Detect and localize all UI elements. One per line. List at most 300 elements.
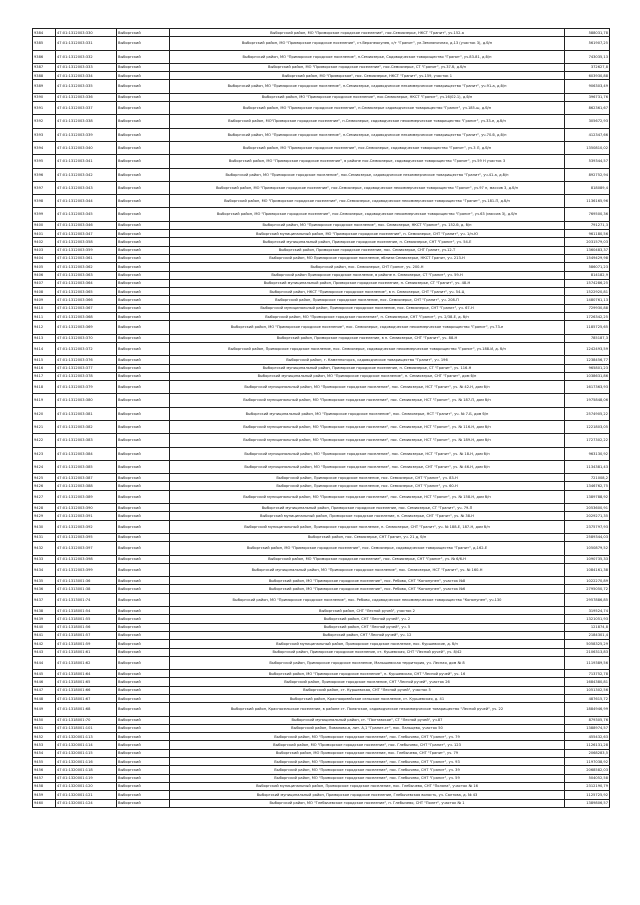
- district-cell: Выборгский: [117, 128, 170, 141]
- district-cell: Выборгский: [117, 168, 170, 181]
- district-cell: Выборгский: [117, 102, 170, 115]
- value-cell: 818089,4: [565, 181, 610, 194]
- address-cell: Выборгский район, МО Приморское городское поселение, вблизи Семиозерье, НКСТ Гранит, уч. 213-Н: [170, 254, 565, 262]
- value-cell: 879305,76: [565, 716, 610, 724]
- cadastral-number-cell: 47:01:1318001:54: [56, 607, 117, 615]
- value-cell: 729930,88: [565, 304, 610, 312]
- address-cell: Выборгский район, МО "Приморское городское поселение", пос.Семиозерье, садоводческое некоммерческое товарищество "Гранит", уч.41-а, д.б/н: [170, 168, 565, 181]
- cadastral-number-cell: 47:01:1320001:119: [56, 774, 117, 782]
- address-cell: Выборгский район, МО "Приморское городское поселение", пос.Семиозерье, СТ "Гранит", уч.37-б, д.б/н: [170, 63, 565, 71]
- value-cell: 1388974,57: [565, 724, 610, 732]
- address-cell: Выборгский муниципальный район, МО "Приморское городское поселение", пос. Семиозерье, НСТ "Гранит", уч. № 158-Н, дом б/н: [170, 490, 565, 503]
- table-row: [33, 63, 610, 71]
- value-cell: 1050879,52: [565, 542, 610, 555]
- cadastral-number-cell: 47:01:1320001:124: [56, 799, 117, 807]
- table-row: [33, 724, 610, 732]
- row-number-cell: 9428: [33, 504, 56, 512]
- address-cell: Выборгский район, МО "Приморское городское поселение", п. Куршевская, СНТ "Лесной ручей", уч. 16: [170, 670, 565, 678]
- row-number-cell: 9437: [33, 593, 56, 606]
- row-number-cell: 9453: [33, 741, 56, 749]
- address-cell: Выборгский район, г. Каменногорск, садоводческое товарищество "Гранит", уч. 196: [170, 356, 565, 364]
- table-row: [33, 288, 610, 296]
- cadastral-number-cell: 47:01:1318001:67: [56, 695, 117, 703]
- address-cell: Выборгский район, ст. Куршевская, СНТ "Лесной ручей", участок 5: [170, 686, 565, 694]
- cadastral-number-cell: 47:01:1312003:388: [56, 482, 117, 490]
- row-number-cell: 9386: [33, 50, 56, 63]
- district-cell: Выборгский: [117, 263, 170, 271]
- row-number-cell: 9387: [33, 63, 56, 71]
- district-cell: Выборгский: [117, 381, 170, 394]
- address-cell: Выборгский район, Приморское городское поселение, пос. Семиозерье, СНТ Гранит, уч.12-Т: [170, 246, 565, 254]
- row-number-cell: 9449: [33, 703, 56, 716]
- table-row: [33, 93, 610, 101]
- cadastral-number-cell: 47:01:1312003:336: [56, 93, 117, 101]
- table-row: [33, 577, 610, 585]
- table-row: [33, 271, 610, 279]
- address-cell: Выборгский район, МО "Приморское городское поселение", пос. Семиозерье, НКСТ "Гранит", уч. 152-б, д. б/н: [170, 221, 565, 229]
- cadastral-number-cell: 47:01:1312003:363: [56, 271, 117, 279]
- value-cell: 1185725,65: [565, 321, 610, 334]
- address-cell: Выборгский район, МО "Приморское городское поселение", пос. Глебычево, СНТ "Гранит", уч. 93: [170, 758, 565, 766]
- cadastral-number-cell: 47:01:1320001:113: [56, 733, 117, 741]
- table-row: [33, 364, 610, 372]
- value-cell: 2031579,03: [565, 238, 610, 246]
- table-row: [33, 774, 610, 782]
- address-cell: Выборгский район, НКСТ "Приморское городское поселение", в п. Семиозерье, СНТ "Гранит", уч. 54-Ц: [170, 288, 565, 296]
- cadastral-number-cell: 47:01:1312003:341: [56, 155, 117, 168]
- row-number-cell: 9460: [33, 799, 56, 807]
- district-cell: Выборгский: [117, 356, 170, 364]
- address-cell: Выборгский муниципальный район, Приморское городское поселение, п. Семиозерье, СНТ "Гранит", уч. № 188-Е, 187-Н, дом б/н: [170, 520, 565, 533]
- address-cell: Выборгский район, Повалово-в, лит. А,1 "Гранит-ст", пос. Пальцево, участок 50: [170, 724, 565, 732]
- address-cell: Выборгский район, МО "Приморское городское поселение", пос. Ребово, садоводческое некоммерческое товарищество "Кононунен", уч.130: [170, 593, 565, 606]
- row-number-cell: 9419: [33, 394, 56, 407]
- row-number-cell: 9436: [33, 585, 56, 593]
- cadastral-number-cell: 47:01:1312003:398: [56, 555, 117, 563]
- district-cell: Выборгский: [117, 63, 170, 71]
- district-cell: Выборгский: [117, 155, 170, 168]
- district-cell: Выборгский: [117, 791, 170, 799]
- row-number-cell: 9439: [33, 615, 56, 623]
- cadastral-number-cell: 47:01:1312003:397: [56, 542, 117, 555]
- value-cell: 2957886,85: [565, 593, 610, 606]
- cadastral-number-cell: 47:01:1312003:362: [56, 263, 117, 271]
- district-cell: Выборгский: [117, 695, 170, 703]
- address-cell: Выборгский район, МО "Приморское", пос. Семиозерье, НКСТ "Гранит", уч.159, участок 1: [170, 72, 565, 80]
- district-cell: Выборгский: [117, 774, 170, 782]
- cadastral-number-cell: 47:01:1312003:364: [56, 279, 117, 287]
- address-cell: Выборгский район, МО "Приморское городское поселение", пос. Глебычево, СНТ "Гранит", уч. 123: [170, 741, 565, 749]
- row-number-cell: 9396: [33, 168, 56, 181]
- district-cell: Выборгский: [117, 29, 170, 37]
- table-row: [33, 372, 610, 380]
- cadastral-number-cell: 47:01:1312003:347: [56, 230, 117, 238]
- cadastral-number-cell: 47:01:1312003:345: [56, 208, 117, 221]
- table-row: [33, 50, 610, 63]
- district-cell: Выборгский: [117, 504, 170, 512]
- address-cell: Выборгский район, Приморское городское поселение, пос. Семиозерье, СНТ "Гранит", уч. 60-Н: [170, 482, 565, 490]
- cadastral-number-cell: 47:01:1318001:65: [56, 678, 117, 686]
- address-cell: Выборгский муниципальный район, МО "Приморское городское поселение", пос. Семиозерье, НСТ "Гранит", уч. № 116-Н, дом б/н: [170, 420, 565, 433]
- address-cell: Выборгский муниципальный район, Приморское городское поселение, пос. Семиозерье, СТ "Гранит", уч. 79-П: [170, 504, 565, 512]
- table-row: [33, 512, 610, 520]
- district-cell: Выборгский: [117, 364, 170, 372]
- row-number-cell: 9401: [33, 230, 56, 238]
- row-number-cell: 9402: [33, 238, 56, 246]
- row-number-cell: 9413: [33, 334, 56, 342]
- district-cell: Выборгский: [117, 542, 170, 555]
- district-cell: Выборгский: [117, 577, 170, 585]
- row-number-cell: 9444: [33, 656, 56, 669]
- table-row: [33, 656, 610, 669]
- cadastral-number-cell: 47:01:1312003:381: [56, 407, 117, 420]
- value-cell: 586071,23: [565, 263, 610, 271]
- address-cell: Выборгский муниципальный район, Приморское городское поселение, пос. Куршевские, д. б/н: [170, 640, 565, 648]
- value-cell: 1574286,25: [565, 279, 610, 287]
- value-cell: 455432,63: [565, 733, 610, 741]
- district-cell: Выборгский: [117, 460, 170, 473]
- district-cell: Выборгский: [117, 733, 170, 741]
- district-cell: Выборгский: [117, 208, 170, 221]
- value-cell: 319524,74: [565, 607, 610, 615]
- row-number-cell: 9430: [33, 520, 56, 533]
- row-number-cell: 9458: [33, 782, 56, 790]
- row-number-cell: 9408: [33, 288, 56, 296]
- cadastral-number-cell: 47:01:1312003:377: [56, 364, 117, 372]
- row-number-cell: 9394: [33, 141, 56, 154]
- table-row: [33, 741, 610, 749]
- row-number-cell: 9420: [33, 407, 56, 420]
- table-row: [33, 686, 610, 694]
- cadastral-number-cell: 47:01:1312003:342: [56, 168, 117, 181]
- row-number-cell: 9410: [33, 304, 56, 312]
- cadastral-number-cell: 47:01:1312003:383: [56, 434, 117, 447]
- value-cell: 1975848,06: [565, 394, 610, 407]
- district-cell: Выборгский: [117, 181, 170, 194]
- cadastral-number-cell: 47:01:1312003:376: [56, 356, 117, 364]
- value-cell: 791271,3: [565, 221, 610, 229]
- cadastral-number-cell: 47:01:1320001:115: [56, 749, 117, 757]
- value-cell: 1022270,89: [565, 577, 610, 585]
- address-cell: Выборгский район Приморское городское поселение, в районе п. Семиозерье, СТ "Гранит", уч. 59-Н: [170, 271, 565, 279]
- table-row: [33, 542, 610, 555]
- cadastral-number-cell: 47:01:1320001:121: [56, 791, 117, 799]
- value-cell: 539344,57: [565, 155, 610, 168]
- address-cell: Выборгский район, Приморское городское поселение, пос. Семиозерье, садоводческое некоммерческое товарищество "Гранит", уч.188-И, д. б/н: [170, 342, 565, 355]
- table-row: [33, 181, 610, 194]
- cadastral-number-cell: 47:01:1318001:101: [56, 724, 117, 732]
- row-number-cell: 9392: [33, 115, 56, 128]
- cadastral-number-cell: 47:01:1312003:340: [56, 141, 117, 154]
- cadastral-number-cell: 47:01:1312003:337: [56, 102, 117, 115]
- value-cell: 561907,25: [565, 37, 610, 50]
- cadastral-number-cell: 47:01:1312003:344: [56, 195, 117, 208]
- address-cell: Выборгский район, МО "Приморское городское поселение", пос.Семиозерье, садоводческое некоммерческое товарищество "Гранит", уч.97 п, массив 3, д.б/н: [170, 181, 565, 194]
- table-row: [33, 321, 610, 334]
- row-number-cell: 9404: [33, 254, 56, 262]
- district-cell: Выборгский: [117, 321, 170, 334]
- value-cell: 1346762,75: [565, 482, 610, 490]
- cadastral-number-cell: 47:01:1318001:70: [56, 716, 117, 724]
- district-cell: Выборгский: [117, 407, 170, 420]
- cadastral-number-cell: 47:01:1312003:365: [56, 288, 117, 296]
- district-cell: Выборгский: [117, 304, 170, 312]
- table-row: [33, 460, 610, 473]
- table-row: [33, 279, 610, 287]
- district-cell: Выборгский: [117, 607, 170, 615]
- table-row: [33, 115, 610, 128]
- cadastral-number-cell: 47:01:1312003:389: [56, 490, 117, 503]
- cadastral-number-cell: 47:01:1320001:120: [56, 782, 117, 790]
- cadastral-number-cell: 47:01:1318001:62: [56, 656, 117, 669]
- district-cell: Выборгский: [117, 482, 170, 490]
- table-row: [33, 434, 610, 447]
- address-cell: Выборгский муниципальный район, МО "Приморское городское поселение", пос. Семиозерье, НСТ "Гранит", уч. № 42-Н, дом б/н: [170, 381, 565, 394]
- address-cell: Выборгский район, МО "Приморское городское поселение", п.Семиозерье, Садоводческое товарищество "Гранит", уч.83-81, д.б/н: [170, 50, 565, 63]
- cadastral-number-cell: 47:01:1318001:56: [56, 623, 117, 631]
- row-number-cell: 9414: [33, 342, 56, 355]
- value-cell: 121874,8: [565, 623, 610, 631]
- row-number-cell: 9421: [33, 420, 56, 433]
- table-row: [33, 246, 610, 254]
- cadastral-number-cell: 47:01:1312003:358: [56, 238, 117, 246]
- table-row: [33, 304, 610, 312]
- cadastral-number-cell: 47:01:1312003:332: [56, 50, 117, 63]
- address-cell: Выборгский район, Приморское городское поселение, пос. Семиозерье, СНТ "Гранит", уч. 83-Н: [170, 474, 565, 482]
- address-cell: Выборгский район, МО "Приморское городское поселение", пос. Ребово, СНТ "Кононунен", участок №8: [170, 577, 565, 585]
- district-cell: Выборгский: [117, 782, 170, 790]
- row-number-cell: 9407: [33, 279, 56, 287]
- table-row: [33, 334, 610, 342]
- address-cell: Выборгский район, МО "Приморское городское поселение", п.Семиозерье садоводческое товарищество "Гранит", уч.185-ш, д.б/н: [170, 102, 565, 115]
- table-row: [33, 420, 610, 433]
- value-cell: 2184301,4: [565, 631, 610, 639]
- address-cell: Выборгский район, МО "Приморское городское поселение", п. Семиозерье, СНТ "Гранит", уч. 2/38-Е, д. б/н: [170, 313, 565, 321]
- cadastral-number-cell: 47:01:1312003:390: [56, 504, 117, 512]
- table-row: [33, 72, 610, 80]
- table-row: [33, 128, 610, 141]
- row-number-cell: 9385: [33, 37, 56, 50]
- address-cell: Выборгский район, СНТ "Лесной ручей", уч. 12: [170, 631, 565, 639]
- district-cell: Выборгский: [117, 420, 170, 433]
- district-cell: Выборгский: [117, 686, 170, 694]
- address-cell: Выборгский район, МО "Приморское городское поселение", пос. Семиозерье, садоводческое товарищество "Гранит", д.162-Е: [170, 542, 565, 555]
- cadastral-number-cell: 47:01:1312003:366: [56, 296, 117, 304]
- value-cell: 2795050,72: [565, 585, 610, 593]
- cadastral-number-cell: 47:01:1312003:331: [56, 37, 117, 50]
- row-number-cell: 9450: [33, 716, 56, 724]
- value-cell: 2053600,91: [565, 504, 610, 512]
- table-row: [33, 447, 610, 460]
- cadastral-number-cell: 47:01:1312003:370: [56, 334, 117, 342]
- value-cell: 2312190,79: [565, 782, 610, 790]
- row-number-cell: 9433: [33, 555, 56, 563]
- district-cell: Выборгский: [117, 37, 170, 50]
- row-number-cell: 9424: [33, 460, 56, 473]
- value-cell: 1125725,92: [565, 791, 610, 799]
- value-cell: 1684380,81: [565, 678, 610, 686]
- row-number-cell: 9417: [33, 372, 56, 380]
- cadastral-number-cell: 47:01:1320001:114: [56, 741, 117, 749]
- row-number-cell: 9443: [33, 648, 56, 656]
- value-cell: 5058325,29: [565, 640, 610, 648]
- table-row: [33, 356, 610, 364]
- district-cell: Выборгский: [117, 447, 170, 460]
- address-cell: Выборгский район, МО"Приморское городское поселение", п.Семиозерье, садоводческое некоммерческое товарищество "Гранит", уч.33-е, д.б/н: [170, 115, 565, 128]
- address-cell: Выборгский район, Приморское городское поселение, ст. Кушевская, СНТ "Лесной ручей", уч. 8/42: [170, 648, 565, 656]
- cadastral-number-cell: 47:01:1312003:382: [56, 420, 117, 433]
- table-row: [33, 102, 610, 115]
- address-cell: Выборгский район, МО "Приморское городское поселение", пос.Семиозерье, НКСТ "Гранит", уч.152-а: [170, 29, 565, 37]
- table-row: [33, 631, 610, 639]
- value-cell: 1038631,86: [565, 372, 610, 380]
- table-row: [33, 585, 610, 593]
- district-cell: Выборгский: [117, 313, 170, 321]
- cadastral-number-cell: 47:01:1313001:38: [56, 585, 117, 593]
- cadastral-number-cell: 47:01:1312003:359: [56, 246, 117, 254]
- table-row: [33, 394, 610, 407]
- row-number-cell: 9429: [33, 512, 56, 520]
- cadastral-number-cell: 47:01:1312003:369: [56, 321, 117, 334]
- cadastral-number-cell: 47:01:1312003:368: [56, 313, 117, 321]
- address-cell: Выборгский район, МО "Приморское городское поселение", ст.Верхнеокунев, с/т "Гранит", ул.Земляничная, д.13 (участок 3), д.б/н: [170, 37, 565, 50]
- row-number-cell: 9388: [33, 72, 56, 80]
- table-row: [33, 593, 610, 606]
- district-cell: Выборгский: [117, 490, 170, 503]
- district-cell: Выборгский: [117, 195, 170, 208]
- table-row: [33, 791, 610, 799]
- value-cell: 1197038,92: [565, 758, 610, 766]
- row-number-cell: 9425: [33, 474, 56, 482]
- cadastral-number-cell: 47:01:1312003:339: [56, 128, 117, 141]
- table-row: [33, 648, 610, 656]
- district-cell: Выборгский: [117, 766, 170, 774]
- value-cell: 814182,9: [565, 271, 610, 279]
- address-cell: Выборгский район, МО "Приморское городское поселение", п.Семиозерье, садоводческое некоммерческое товарищество "Гранит", уч.70-б, д.б/н: [170, 128, 565, 141]
- address-cell: Выборгский район, МО "Приморское городское поселение", пос. Ребово, СНТ "Кононунен", участок №6: [170, 585, 565, 593]
- address-cell: Выборгский район, МО "Приморское городское поселение", пос. Глебычево, СНТ "Гранит", уч. 79: [170, 733, 565, 741]
- cadastral-number-cell: 47:01:1312003:335: [56, 80, 117, 93]
- row-number-cell: 9448: [33, 695, 56, 703]
- district-cell: Выборгский: [117, 93, 170, 101]
- district-cell: Выборгский: [117, 221, 170, 229]
- district-cell: Выборгский: [117, 749, 170, 757]
- cadastral-number-cell: 47:01:1312003:378: [56, 372, 117, 380]
- value-cell: 1727302,22: [565, 434, 610, 447]
- address-cell: Выборгский муниципальный район, МО "Приморское городское поселение", пос. Семиозерье, НСТ "Гранит", уч. № 18-Н, дом б/н: [170, 447, 565, 460]
- address-cell: Выборгский муниципальный район, Приморское городское поселение, п. Семиозерье, СНТ "Гранит", уч. № 38-Н: [170, 512, 565, 520]
- table-row: [33, 782, 610, 790]
- district-cell: Выборгский: [117, 394, 170, 407]
- row-number-cell: 9411: [33, 313, 56, 321]
- district-cell: Выборгский: [117, 593, 170, 606]
- district-cell: Выборгский: [117, 656, 170, 669]
- address-cell: Выборгский район, МО "Приморское городское поселение", пос. Глебычево, СНТ "Гранит", уч. 59: [170, 774, 565, 782]
- value-cell: 2029271,35: [565, 512, 610, 520]
- value-cell: 1884946,99: [565, 703, 610, 716]
- district-cell: Выборгский: [117, 585, 170, 593]
- row-number-cell: 9447: [33, 686, 56, 694]
- value-cell: 1221803,05: [565, 420, 610, 433]
- value-cell: 1389788,92: [565, 490, 610, 503]
- district-cell: Выборгский: [117, 434, 170, 447]
- table-row: [33, 230, 610, 238]
- row-number-cell: 9454: [33, 749, 56, 757]
- value-cell: 1238456,77: [565, 356, 610, 364]
- row-number-cell: 9435: [33, 577, 56, 585]
- address-cell: Выборгский муниципальный район, МО "Приморское городское поселение", пос. Семиозерье, НСТ "Гранит", уч. № 7-Б, дом б/н: [170, 407, 565, 420]
- address-cell: Выборгский муниципальный район, МО "Приморское городское поселение", пос. Семиозерье, НСТ "Гранит", уч. № 160-Н: [170, 563, 565, 576]
- row-number-cell: 9422: [33, 434, 56, 447]
- address-cell: Выборгский район, СНТ "Лесной ручей", уч. 2: [170, 615, 565, 623]
- cadastral-number-cell: 47:01:1312003:385: [56, 460, 117, 473]
- table-row: [33, 254, 610, 262]
- table-row: [33, 670, 610, 678]
- cadastral-number-cell: 47:01:1312003:380: [56, 394, 117, 407]
- district-cell: Выборгский: [117, 279, 170, 287]
- address-cell: Выборгский район, СНТ "Лесной ручей", уч. 5: [170, 623, 565, 631]
- table-row: [33, 221, 610, 229]
- cadastral-number-cell: 47:01:1312003:334: [56, 72, 117, 80]
- district-cell: Выборгский: [117, 623, 170, 631]
- value-cell: 305672,93: [565, 115, 610, 128]
- district-cell: Выборгский: [117, 342, 170, 355]
- value-cell: 2068582,03: [565, 766, 610, 774]
- cadastral-number-cell: 47:01:1312003:372: [56, 342, 117, 355]
- value-cell: 1084161,38: [565, 563, 610, 576]
- cadastral-number-cell: 47:01:1318001:55: [56, 615, 117, 623]
- value-cell: 1119389,56: [565, 656, 610, 669]
- cadastral-number-cell: 47:01:1318001:61: [56, 648, 117, 656]
- table-row: [33, 615, 610, 623]
- row-number-cell: 9432: [33, 542, 56, 555]
- district-cell: Выборгский: [117, 615, 170, 623]
- cadastral-number-cell: 47:01:1320001:116: [56, 758, 117, 766]
- district-cell: Выборгский: [117, 670, 170, 678]
- value-cell: 1134381,43: [565, 460, 610, 473]
- row-number-cell: 9431: [33, 533, 56, 541]
- value-cell: 785187,3: [565, 334, 610, 342]
- value-cell: 603930,88: [565, 72, 610, 80]
- row-number-cell: 9405: [33, 263, 56, 271]
- district-cell: Выборгский: [117, 271, 170, 279]
- cadastral-number-cell: 47:01:1318001:64: [56, 670, 117, 678]
- district-cell: Выборгский: [117, 533, 170, 541]
- row-number-cell: 9457: [33, 774, 56, 782]
- table-row: [33, 80, 610, 93]
- row-number-cell: 9399: [33, 208, 56, 221]
- district-cell: Выборгский: [117, 238, 170, 246]
- row-number-cell: 9406: [33, 271, 56, 279]
- address-cell: Выборгский район, Красносельское поселение, в районе ст. Полянское, садоводческое некоммерческое товарищество "Лесной ручей", уч. 22: [170, 703, 565, 716]
- table-row: [33, 607, 610, 615]
- table-row: [33, 758, 610, 766]
- address-cell: Выборгский район, Красноармейское сельское поселение, ст. Куршевская, д. 41: [170, 695, 565, 703]
- row-number-cell: 9418: [33, 381, 56, 394]
- table-row: [33, 504, 610, 512]
- row-number-cell: 9400: [33, 221, 56, 229]
- district-cell: Выборгский: [117, 115, 170, 128]
- value-cell: 487615,72: [565, 695, 610, 703]
- value-cell: 2574905,22: [565, 407, 610, 420]
- district-cell: Выборгский: [117, 50, 170, 63]
- value-cell: 1136165,96: [565, 195, 610, 208]
- address-cell: Выборгский район, МО "Приморское городское поселение", пос. Семиозерье, садоводческое некоммерческое товарищество "Гранит", уч.73-е: [170, 321, 565, 334]
- value-cell: 713752,78: [565, 670, 610, 678]
- district-cell: Выборгский: [117, 254, 170, 262]
- cadastral-number-cell: 47:01:1318001:59: [56, 640, 117, 648]
- table-row: [33, 296, 610, 304]
